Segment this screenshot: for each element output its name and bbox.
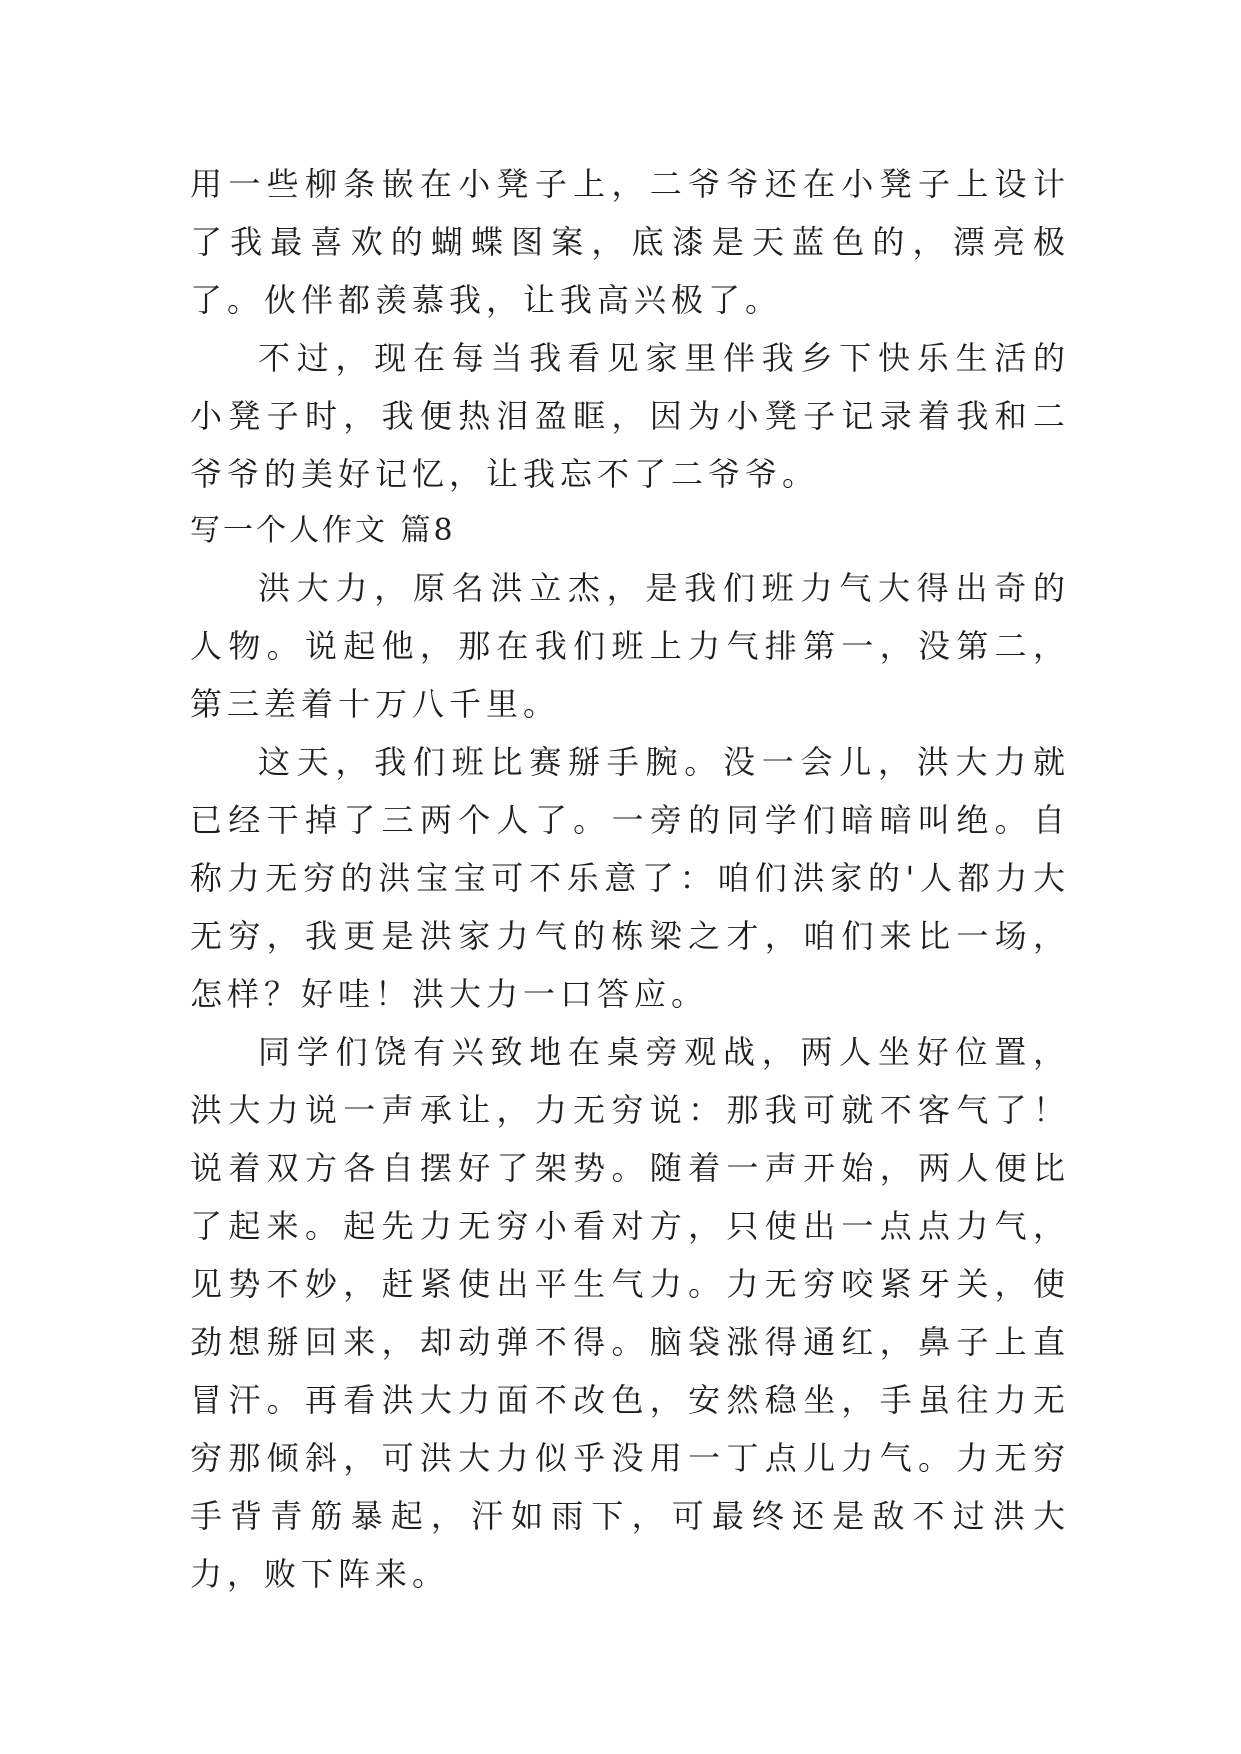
paragraph: 用一些柳条嵌在小凳子上，二爷爷还在小凳子上设计了我最喜欢的蝴蝶图案，底漆是天蓝色的，漂亮极了。伙伴都羡慕我，让我高兴极了。 [190, 165, 1070, 319]
section-heading: 写一个人作文 篇8 [190, 513, 456, 548]
document-body [190, 155, 1070, 1603]
paragraph: 这天，我们班比赛掰手腕。没一会儿，洪大力就已经干掉了三两个人了。一旁的同学们暗暗叫绝。自称力无穷的洪宝宝可不乐意了：咱们洪家的'人都力大无穷，我更是洪家力气的栋梁之才，咱们来比一场，怎样？好哇！洪大力一口答应。 [190, 743, 1070, 1013]
paragraph: 洪大力，原名洪立杰，是我们班力气大得出奇的人物。说起他，那在我们班上力气排第一，没第二，第三差着十万八千里。 [190, 569, 1070, 723]
paragraph: 同学们饶有兴致地在桌旁观战，两人坐好位置，洪大力说一声承让，力无穷说：那我可就不客气了！说着双方各自摆好了架势。随着一声开始，两人便比了起来。起先力无穷小看对方，只使出一点点力气，见势不妙，赶紧使出平生气力。力无穷咬紧牙关，使劲想掰回来，却动弹不得。脑袋涨得通红，鼻子上直冒汗。再看洪大力面不改色，安然稳坐，手虽往力无穷那倾斜，可洪大力似乎没用一丁点儿力气。力无穷手背青筋暴起，汗如雨下，可最终还是敌不过洪大力，败下阵来。 [190, 1033, 1070, 1593]
paragraph: 不过，现在每当我看见家里伴我乡下快乐生活的小凳子时，我便热泪盈眶，因为小凳子记录着我和二爷爷的美好记忆，让我忘不了二爷爷。 [190, 339, 1070, 493]
